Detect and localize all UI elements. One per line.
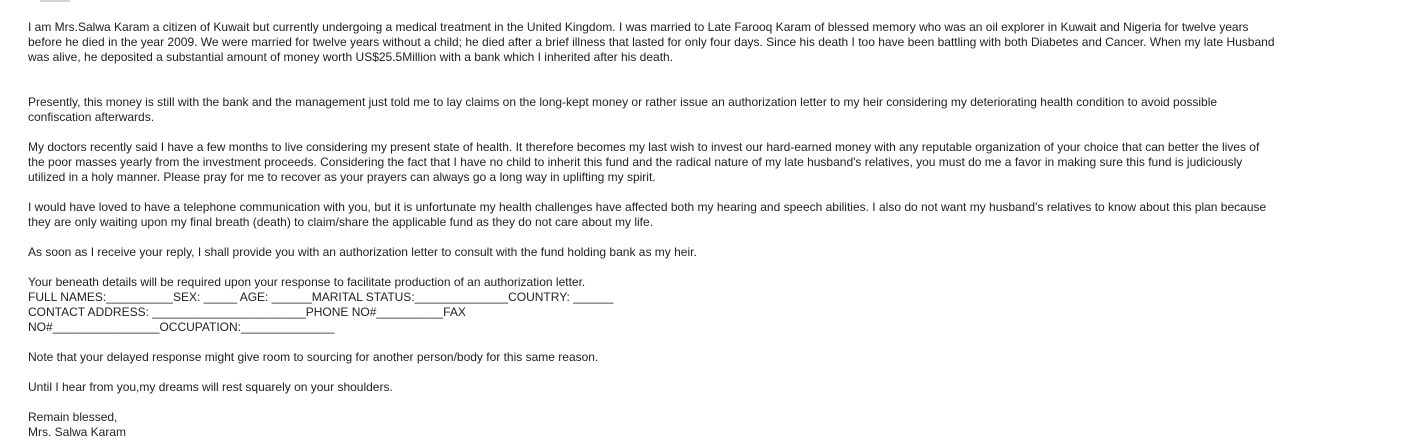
- form-line-address: CONTACT ADDRESS: _______________________PHONE NO#__________FAX: [28, 305, 466, 319]
- paragraph-reply: [28, 245, 1383, 260]
- paragraph-until: [28, 380, 1383, 395]
- paragraph-spacer: [28, 230, 1383, 245]
- email-body: [28, 20, 1383, 440]
- paragraph-bank-claim: [28, 95, 1383, 125]
- text-line: they are only waiting upon my final breath (death) to claim/share the applicable fund as they do not care about my life.: [28, 215, 654, 229]
- text-line: I am Mrs.Salwa Karam a citizen of Kuwait but currently undergoing a medical treatment in the United Kingdom. I was married to Late Farooq Karam of blessed memory who was an oil explorer in Kuwait and Nigeria for twelve years: [28, 20, 1249, 34]
- paragraph-spacer: [28, 65, 1383, 95]
- text-line: My doctors recently said I have a few months to live considering my present state of health. It therefore becomes my last wish to invest our hard-earned money with any reputable organization of your choice that can better the lives of: [28, 140, 1260, 154]
- paragraph-details-form: [28, 275, 1383, 335]
- text-line: Until I hear from you,my dreams will rest squarely on your shoulders.: [28, 380, 393, 394]
- paragraph-spacer: [28, 365, 1383, 380]
- form-line-names: FULL NAMES:__________SEX: _____ AGE: ______MARITAL STATUS:______________COUNTRY: ______: [28, 290, 614, 304]
- paragraph-telephone: [28, 200, 1383, 230]
- paragraph-doctors: [28, 140, 1383, 185]
- text-line: the poor masses yearly from the investment proceeds. Considering the fact that I have no child to inherit this fund and the radical nature of my late husband's relatives, you must do me a favor in making sure this fund is judiciously: [28, 155, 1243, 169]
- text-line: was alive, he deposited a substantial amount of money worth US$25.5Million with a bank which I inherited after his death.: [28, 50, 674, 64]
- clipped-previous-line: [40, 0, 70, 2]
- paragraph-spacer: [28, 125, 1383, 140]
- text-line: Note that your delayed response might give room to sourcing for another person/body for this same reason.: [28, 350, 599, 364]
- text-line: I would have loved to have a telephone communication with you, but it is unfortunate my health challenges have affected both my hearing and speech abilities. I also do not want my husband's relatives to know about this plan because: [28, 200, 1267, 214]
- closing-signature: [28, 410, 1383, 440]
- paragraph-spacer: [28, 260, 1383, 275]
- paragraph-introduction: [28, 20, 1383, 65]
- paragraph-note: [28, 350, 1383, 365]
- signature-name: Mrs. Salwa Karam: [28, 425, 127, 439]
- paragraph-spacer: [28, 395, 1383, 410]
- text-line: confiscation afterwards.: [28, 110, 155, 124]
- text-line: Your beneath details will be required upon your response to facilitate production of an authorization letter.: [28, 275, 586, 289]
- paragraph-spacer: [28, 185, 1383, 200]
- paragraph-spacer: [28, 335, 1383, 350]
- form-line-occupation: NO#________________OCCUPATION:______________: [28, 320, 335, 334]
- closing-salutation: Remain blessed,: [28, 410, 118, 424]
- text-line: Presently, this money is still with the bank and the management just told me to lay claims on the long-kept money or rather issue an authorization letter to my heir considering my deteriorating health condition to avoid possible: [28, 95, 1218, 109]
- text-line: As soon as I receive your reply, I shall provide you with an authorization letter to consult with the fund holding bank as my heir.: [28, 245, 697, 259]
- text-line: utilized in a holy manner. Please pray for me to recover as your prayers can always go a long way in uplifting my spirit.: [28, 170, 656, 184]
- text-line: before he died in the year 2009. We were married for twelve years without a child; he died after a brief illness that lasted for only four days. Since his death I too have been battling with both Diabetes and Cancer. When my late Husband: [28, 35, 1275, 49]
